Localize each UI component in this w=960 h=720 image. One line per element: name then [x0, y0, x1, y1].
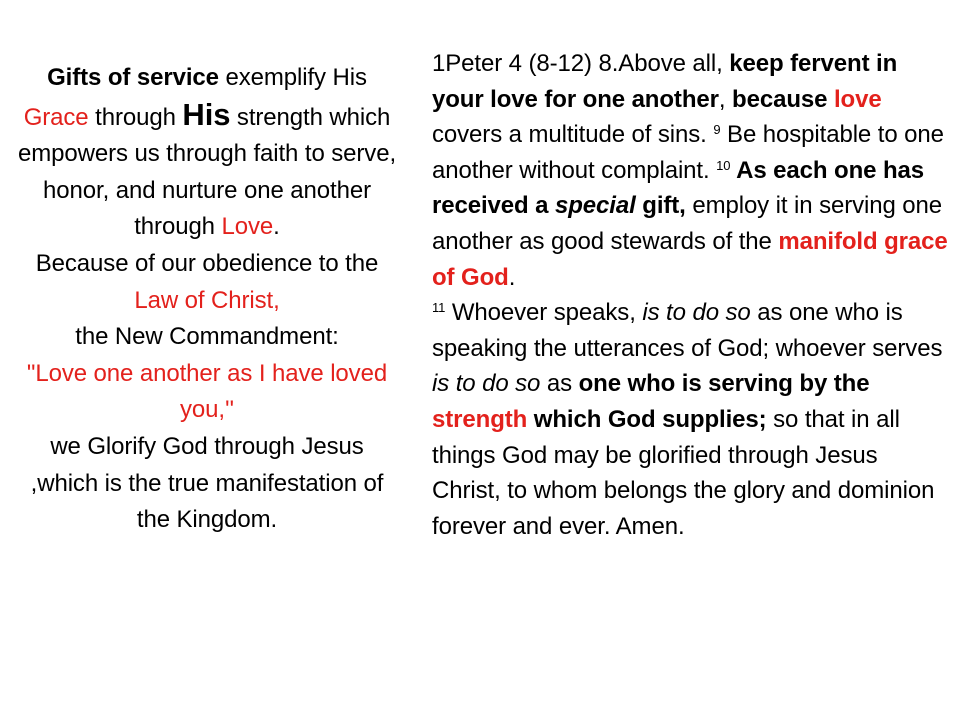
strength-word: strength: [432, 405, 528, 433]
left-text-segment: we Glorify God through Jesus ,which is the true manifestation of the Kingdom.: [30, 432, 384, 534]
scripture-italic-segment: is to do so: [432, 370, 541, 398]
left-text-segment: .: [273, 213, 280, 241]
scripture-segment: ,: [718, 85, 733, 113]
new-commandment-line: the New Commandment:: [75, 323, 339, 351]
grace-word: Grace: [23, 103, 89, 131]
left-text-block: [16, 60, 398, 539]
left-text-segment: strength which empowers us through faith to serve, honor, and nurture one another through: [17, 103, 397, 241]
scripture-segment: .: [508, 263, 516, 291]
scripture-bold-segment: keep fervent in your love for one another: [432, 50, 898, 113]
verse-number-9: 9: [713, 122, 721, 138]
scripture-text-block: [432, 46, 952, 544]
law-of-christ-phrase: Law of Christ,: [134, 286, 280, 314]
manifold-grace-phrase: manifold grace of God: [432, 227, 948, 291]
scripture-segment: Whoever speaks,: [445, 299, 643, 327]
love-word: Love: [221, 213, 274, 241]
left-text-segment: through: [88, 103, 183, 131]
scripture-segment: as: [540, 370, 579, 398]
scripture-bold-segment: which God supplies;: [527, 405, 767, 433]
special-word: special: [555, 192, 636, 220]
verse-number-10: 10: [716, 157, 731, 173]
scripture-segment: as one who is speaking the utterances of God; whoever serves: [432, 299, 943, 362]
gifts-of-service-phrase: Gifts of service: [47, 64, 219, 91]
scripture-segment: so that in all things God may be glorified through Jesus Christ, to whom belongs the glory and dominion forever and ever. Amen.: [432, 405, 935, 540]
scripture-segment: covers a multitude of sins.: [432, 121, 714, 149]
love-word-red: love: [833, 85, 882, 113]
left-text-segment: Because of our obedience to the: [35, 249, 379, 277]
verse-number-11: 11: [432, 300, 446, 316]
scripture-bold-segment: As each one has received a: [432, 156, 924, 220]
scripture-bold-segment: because: [732, 85, 834, 113]
his-emphasis: His: [182, 96, 231, 132]
scripture-segment: Be hospitable to one another without complaint.: [432, 121, 944, 184]
scripture-reference: 1Peter 4 (8-12) 8.Above all,: [432, 50, 730, 77]
scripture-bold-segment: gift,: [635, 192, 686, 220]
scripture-segment: employ it in serving one another as good stewards of the: [432, 192, 943, 255]
left-text-segment: exemplify His: [218, 64, 367, 91]
love-one-another-quote: "Love one another as I have loved you,'': [26, 359, 388, 424]
scripture-bold-segment: one who is serving by the: [578, 370, 870, 398]
scripture-italic-segment: is to do so: [642, 299, 751, 327]
